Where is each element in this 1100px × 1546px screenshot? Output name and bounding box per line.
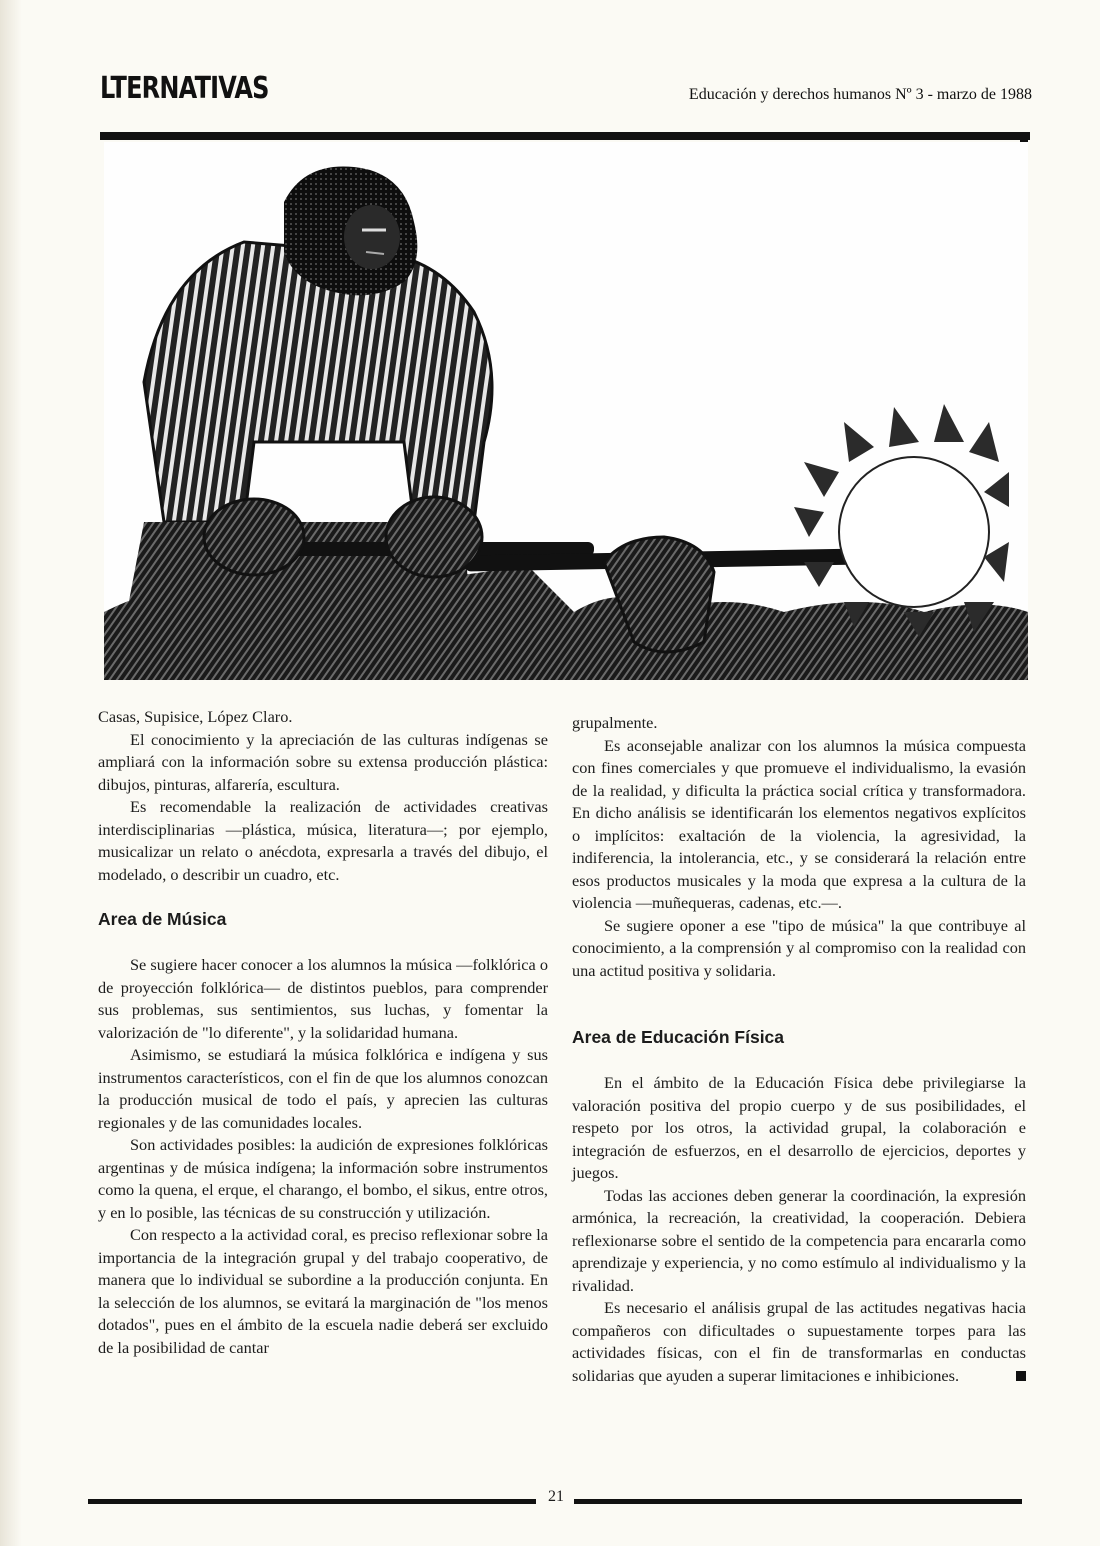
paragraph: Se sugiere oponer a ese "tipo de música" la que contribuye al conocimiento, a la comprensión y al compromiso con la realidad con una actitud positiva y solidaria. [572, 915, 1026, 980]
paragraph: grupalmente. [572, 713, 658, 732]
magazine-logo [98, 60, 269, 106]
paragraph: Todas las acciones deben generar la coordinación, la expresión armónica, la recreación, la creatividad, la cooperación. Debiera reflexionarse sobre el sentido de la competencia para encararla como aprendizaje y experiencia, y no como estímulo al individualismo y la rivalidad. [572, 1185, 1026, 1295]
header-rule [100, 132, 1030, 140]
end-of-article-mark [1016, 1371, 1026, 1381]
footer-rule-left [88, 1499, 536, 1504]
page-edge [0, 0, 22, 1546]
right-column [572, 712, 1026, 1387]
paragraph: Se sugiere hacer conocer a los alumnos la música —folklórica o de proyección folklórica— de distintos pueblos, para comprender sus problemas, sus sentimientos, sus luchas, y fomentar la valorización de "lo diferente", y la solidaridad humana. [98, 955, 548, 1042]
heading-area-educacion-fisica: Area de Educación Física [572, 1027, 785, 1047]
page-number: 21 [548, 1488, 564, 1505]
woodcut-image [104, 142, 1028, 680]
paragraph: El conocimiento y la apreciación de las culturas indígenas se ampliará con la información sobre su extensa producción plástica: dibujos, pinturas, alfarería, escultura. [98, 729, 548, 794]
paragraph: Son actividades posibles: la audición de expresiones folklóricas argentinas y de música indígena; la información sobre instrumentos como la quena, el erque, el charango, el bombo, el sikus, entre otros, y en lo posible, las técnicas de su construcción y utilización. [98, 1135, 548, 1222]
woodcut-illustration [104, 142, 1028, 680]
paragraph: Con respecto a la actividad coral, es preciso reflexionar sobre la importancia de la integración grupal y del trabajo cooperativo, de manera que lo individual se subordine a la producción conjunta. En la selección de los alumnos, se evitará la marginación de "los menos dotados", pues en el ámbito de la escuela nadie deberá ser excluido de la posibilidad de cantar [98, 1225, 548, 1357]
paragraph-text: Es necesario el análisis grupal de las actitudes negativas hacia compañeros con dificultades o supuestamente torpes para las actividades físicas, con el fin de transformarlas en conductas solidarias que ayuden a superar limitaciones e inhibiciones. [572, 1298, 1026, 1385]
paragraph: Es recomendable la realización de actividades creativas interdisciplinarias —plástica, música, literatura—; por ejemplo, musicalizar un relato o anécdota, expresarla a través del dibujo, el modelado, o describir un cuadro, etc. [98, 797, 548, 884]
footer-rule-right [574, 1499, 1022, 1504]
issue-line: Educación y derechos humanos Nº 3 - marzo de 1988 [688, 86, 1032, 103]
logo-text: LTERNATIVAS [100, 71, 269, 106]
paragraph: Casas, Supisice, López Claro. [98, 707, 293, 726]
paragraph: En el ámbito de la Educación Física debe privilegiarse la valoración positiva del propio cuerpo y de sus posibilidades, el respeto por los otros, la actividad grupal, la colaboración e integración de esfuerzos, en el desarrollo de ejercicios, deportes y juegos. [572, 1073, 1026, 1182]
paragraph: Es aconsejable analizar con los alumnos la música compuesta con fines comerciales y que promueve el individualismo, la evasión de la realidad, y dificulta la práctica social crítica y transformadora. En dicho análisis se identificarán los elementos negativos explícitos o implícitos: exaltación de la violencia, la agresividad, la indiferencia, la intolerancia, etc., y se considerará la relación entre esos productos musicales y la moda que expresa a la cultura de la violencia —muñequeras, cadenas, etc.—. [572, 735, 1026, 912]
left-column [98, 706, 548, 1359]
heading-area-musica: Area de Música [98, 909, 227, 929]
paragraph [572, 1297, 1026, 1387]
paragraph: Asimismo, se estudiará la música folklórica e indígena y sus instrumentos característicos, con el fin de que los alumnos conozcan la producción musical de todo el país, y aprecien las culturas regionales y de las comunidades locales. [98, 1045, 548, 1132]
